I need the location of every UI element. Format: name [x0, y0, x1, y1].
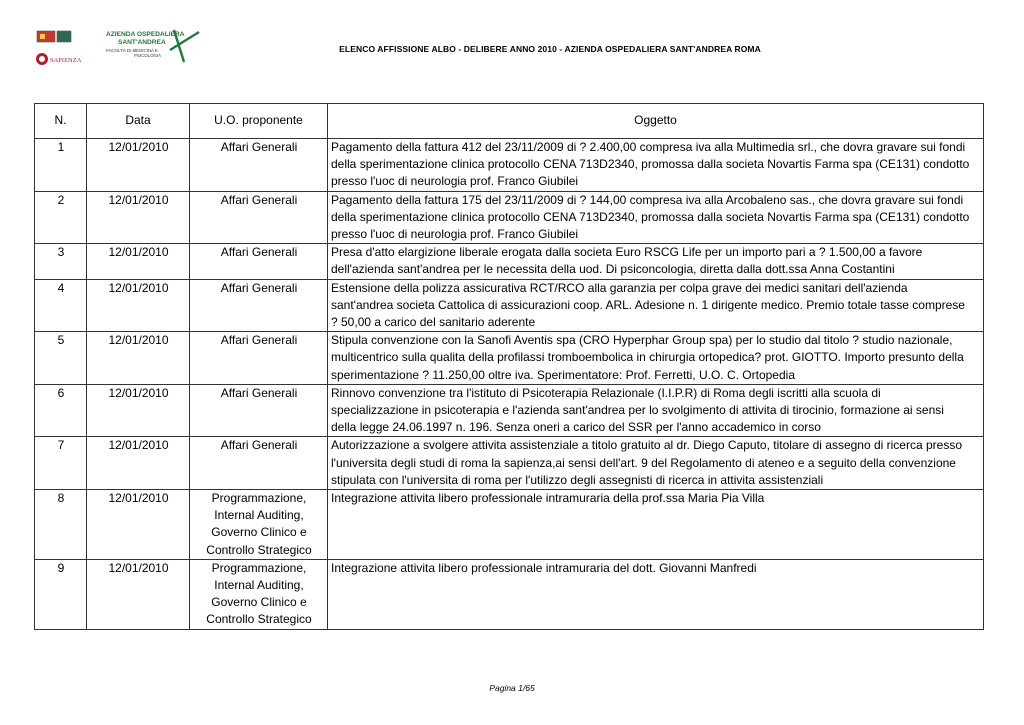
row-number: 5	[35, 332, 87, 385]
row-number: 1	[35, 139, 87, 192]
logo-text-line2: SANT'ANDREA	[118, 39, 166, 46]
uo-line: Affari Generali	[220, 385, 298, 400]
row-uo-proponente	[190, 559, 328, 629]
oggetto-line: presso l'uoc di neurologia prof. Franco Giubilei	[331, 227, 579, 242]
uo-line: Internal Auditing,	[214, 578, 304, 593]
table-row	[35, 139, 984, 192]
row-number: 8	[35, 490, 87, 560]
oggetto-line: Stipula convenzione con la Sanofi Aventis spa (CRO Hyperphar Group spa) per lo studio dal titolo ? studio nazionale,	[331, 333, 953, 348]
hospital-logo-icon	[34, 26, 204, 68]
logo-text-line1: AZIENDA OSPEDALIERA	[106, 31, 185, 38]
row-date: 12/01/2010	[87, 279, 190, 332]
row-uo-proponente	[190, 437, 328, 490]
table-row	[35, 332, 984, 385]
row-date: 12/01/2010	[87, 437, 190, 490]
oggetto-line: dell'azienda sant'andrea per le necessita della uod. Di psiconcologia, diretta dalla dott.ssa Anna Costantini	[331, 262, 895, 277]
table-row	[35, 244, 984, 279]
row-number: 9	[35, 559, 87, 629]
uo-line: Affari Generali	[220, 140, 298, 154]
row-date: 12/01/2010	[87, 490, 190, 560]
uo-line: Affari Generali	[220, 245, 298, 260]
uo-line: Programmazione,	[211, 560, 307, 575]
uo-line: Affari Generali	[220, 438, 298, 453]
document-title: ELENCO AFFISSIONE ALBO - DELIBERE ANNO 2010 - AZIENDA OSPEDALIERA SANT'ANDREA ROMA	[339, 44, 761, 54]
table-row	[35, 437, 984, 490]
uo-line: Affari Generali	[220, 280, 298, 295]
uo-line: Governo Clinico e	[211, 595, 307, 610]
oggetto-line: Presa d'atto elargizione liberale erogata dalla societa Euro RSCG Life per un importo pari a ? 1.500,00 a favore	[331, 245, 923, 260]
table-row	[35, 279, 984, 332]
header-logos	[34, 26, 204, 68]
row-date: 12/01/2010	[87, 559, 190, 629]
row-uo-proponente	[190, 384, 328, 437]
table-header-row	[35, 104, 984, 139]
sapienza-logo-text: SAPIENZA	[50, 57, 82, 64]
table-row	[35, 191, 984, 244]
oggetto-line: Autorizzazione a svolgere attivita assistenziale a titolo gratuito al dr. Diego Caputo, titolare di assegno di ricerca presso	[331, 438, 963, 453]
row-date: 12/01/2010	[87, 384, 190, 437]
row-number: 2	[35, 191, 87, 244]
oggetto-line: Pagamento della fattura 175 del 23/11/2009 di ? 144,00 compresa iva alla Arcobaleno sas., che dovra gravare sui fondi	[331, 192, 964, 207]
oggetto-line: sperimentazione ? 11.250,00 oltre iva. Sperimentatore: Prof. Ferretti, U.O. C. Ortopedia	[331, 367, 795, 382]
oggetto-line: specializzazione in psicoterapia e l'azienda sant'andrea per lo svolgimento di attivita di tirocinio, formazione ai sensi	[331, 403, 944, 418]
row-number: 3	[35, 244, 87, 279]
oggetto-line: l'universita degli studi di roma la sapienza,ai sensi dell'art. 9 del Regolamento di ateneo e a seguito della convenzione	[331, 455, 956, 470]
row-date: 12/01/2010	[87, 139, 190, 192]
row-date: 12/01/2010	[87, 244, 190, 279]
oggetto-line: Rinnovo convenzione tra l'istituto di Psicoterapia Relazionale (I.I.P.R) di Roma degli iscritti alla scuola di	[331, 385, 881, 400]
oggetto-line: Pagamento della fattura 412 del 23/11/2009 di ? 2.400,00 compresa iva alla Multimedia srl., che dovra gravare sui fondi	[331, 140, 966, 154]
uo-line: Affari Generali	[220, 192, 298, 207]
oggetto-line: stipulata con l'universita di roma per l'utilizzo degli assegnisti di ricerca in attivita assistenziali	[331, 472, 824, 487]
oggetto-line: presso l'uoc di neurologia prof. Franco Giubilei	[331, 174, 579, 189]
column-header-uo: U.O. proponente	[190, 104, 328, 139]
row-oggetto	[328, 191, 984, 244]
row-oggetto	[328, 559, 984, 629]
row-oggetto	[328, 490, 984, 560]
uo-line: Programmazione,	[211, 491, 307, 506]
oggetto-line: ? 50,00 a carico del sanitario aderente	[331, 315, 536, 330]
row-oggetto	[328, 244, 984, 279]
uo-line: Governo Clinico e	[211, 525, 307, 540]
oggetto-line: Integrazione attivita libero professionale intramuraria della prof.ssa Maria Pia Villa	[331, 491, 765, 506]
oggetto-line: Estensione della polizza assicurativa RCT/RCO alla garanzia per colpa grave dei medici sanitari dell'azienda	[331, 280, 908, 295]
oggetto-line: multicentrico sulla qualita della profilassi tromboembolica in chirurgia ortopedica? prot. GIOTTO. Importo presunto della	[331, 350, 964, 365]
row-uo-proponente	[190, 139, 328, 192]
row-uo-proponente	[190, 332, 328, 385]
row-oggetto	[328, 437, 984, 490]
uo-line: Internal Auditing,	[214, 508, 304, 523]
delibere-table	[34, 103, 984, 630]
row-oggetto	[328, 332, 984, 385]
table-row	[35, 559, 984, 629]
column-header-object: Oggetto	[328, 104, 984, 139]
logo-text-line4: PSICOLOGIA	[134, 53, 162, 58]
oggetto-line: della legge 24.06.1997 n. 196. Senza oneri a carico del SSR per l'anno accademico in corso	[331, 420, 821, 435]
oggetto-line: sant'andrea societa Cattolica di assicurazioni coop. ARL. Adesione n. 1 dirigente medico. Premio totale tasse comprese	[331, 297, 965, 312]
row-number: 4	[35, 279, 87, 332]
oggetto-line: della sperimentazione clinica protocollo CENA 713D2340, promossa dalla societa Novartis Farma spa (CE131) condotto	[331, 157, 970, 172]
oggetto-line: Integrazione attivita libero professionale intramuraria del dott. Giovanni Manfredi	[331, 560, 757, 575]
row-oggetto	[328, 384, 984, 437]
row-uo-proponente	[190, 244, 328, 279]
row-oggetto	[328, 279, 984, 332]
row-uo-proponente	[190, 490, 328, 560]
column-header-date: Data	[87, 104, 190, 139]
row-date: 12/01/2010	[87, 191, 190, 244]
table-body	[35, 139, 984, 630]
uo-line: Controllo Strategico	[206, 542, 312, 557]
column-header-number: N.	[35, 104, 87, 139]
table-row	[35, 490, 984, 560]
row-uo-proponente	[190, 191, 328, 244]
row-uo-proponente	[190, 279, 328, 332]
uo-line: Affari Generali	[220, 333, 298, 348]
row-oggetto	[328, 139, 984, 192]
logo-text-line3: FACOLTÀ DI MEDICINA E	[106, 48, 158, 53]
oggetto-line: della sperimentazione clinica protocollo CENA 713D2340, promossa dalla societa Novartis Farma spa (CE131) condotto	[331, 209, 970, 224]
row-date: 12/01/2010	[87, 332, 190, 385]
row-number: 6	[35, 384, 87, 437]
row-number: 7	[35, 437, 87, 490]
page-number: Pagina 1/65	[489, 683, 535, 693]
table-row	[35, 384, 984, 437]
uo-line: Controllo Strategico	[206, 612, 312, 627]
